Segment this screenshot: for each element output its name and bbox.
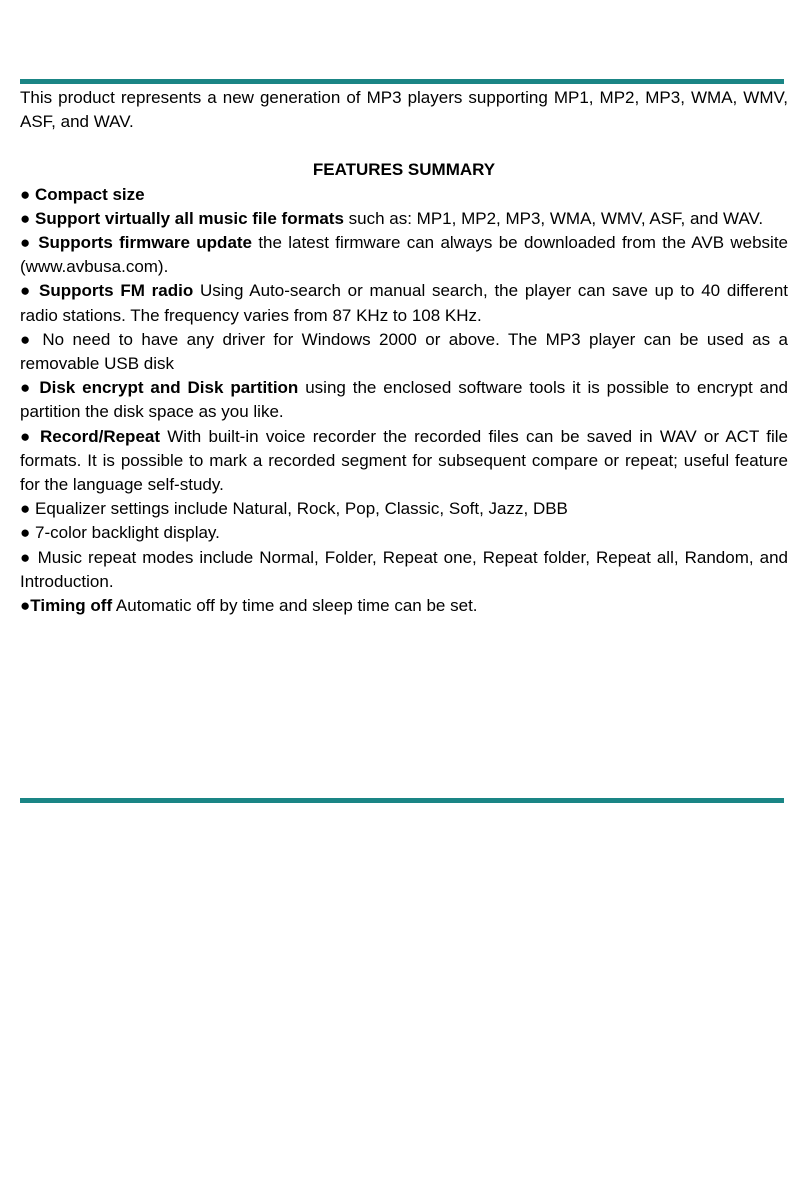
feature-description: 7-color backlight display. [35, 523, 220, 543]
feature-item [20, 376, 788, 424]
feature-item [20, 594, 788, 618]
feature-item [20, 425, 788, 498]
features-list [20, 183, 788, 619]
feature-item [20, 183, 788, 207]
bullet-icon: ● [20, 523, 35, 543]
feature-description: No need to have any driver for Windows 2000 or above. The MP3 player can be used as a removable USB disk [20, 329, 789, 374]
feature-description: Using Auto-search or manual search, the player can save up to 40 different radio stations. The frequency varies from 87 KHz to 108 KHz. [20, 281, 788, 325]
feature-description: Automatic off by time and sleep time can be set. [112, 596, 478, 616]
bullet-icon: ● [20, 208, 35, 228]
feature-title: Timing off [30, 596, 113, 616]
bullet-icon: ● [20, 378, 40, 398]
bullet-icon: ● [20, 547, 38, 567]
feature-description: With built-in voice recorder the recorded files can be saved in WAV or ACT file formats. It is possible to mark a recorded segment for subsequent compare or repeat; useful feature for the language self-study. [20, 426, 788, 495]
feature-item [20, 546, 788, 594]
feature-item [20, 497, 788, 521]
bullet-icon: ● [20, 499, 35, 519]
feature-item [20, 279, 788, 327]
feature-title: Disk encrypt and Disk partition [39, 378, 299, 398]
feature-title: Supports FM radio [39, 281, 194, 301]
intro-paragraph: This product represents a new generation of MP3 players supporting MP1, MP2, MP3, WMA, WMV, ASF, and WAV. [20, 88, 788, 132]
feature-item [20, 521, 788, 545]
feature-description: Music repeat modes include Normal, Folder, Repeat one, Repeat folder, Repeat all, Random, and Introduction. [20, 547, 788, 591]
feature-description: the latest firmware can always be downloaded from the AVB website (www.avbusa.com). [20, 233, 788, 277]
bottom-divider-rule [20, 798, 784, 803]
bullet-icon: ● [20, 233, 39, 253]
bullet-icon: ● [20, 426, 41, 446]
top-divider-rule [20, 79, 784, 84]
feature-item [20, 328, 788, 376]
feature-item [20, 207, 788, 231]
feature-title: Compact size [35, 184, 145, 204]
feature-title: Supports firmware update [38, 233, 253, 253]
features-heading: FEATURES SUMMARY [312, 160, 496, 180]
feature-item [20, 231, 788, 279]
bullet-icon: ● [20, 184, 35, 204]
bullet-icon: ● [20, 329, 43, 349]
feature-title: Record/Repeat [40, 426, 161, 446]
bullet-icon: ● [20, 596, 31, 616]
feature-description: such as: MP1, MP2, MP3, WMA, WMV, ASF, and WAV. [343, 208, 764, 228]
document-body [20, 86, 788, 618]
bullet-icon: ● [20, 281, 40, 301]
feature-title: Support virtually all music file formats [35, 208, 344, 228]
feature-description: Equalizer settings include Natural, Rock, Pop, Classic, Soft, Jazz, DBB [35, 499, 568, 519]
feature-description: using the enclosed software tools it is possible to encrypt and partition the disk space as you like. [20, 378, 789, 422]
